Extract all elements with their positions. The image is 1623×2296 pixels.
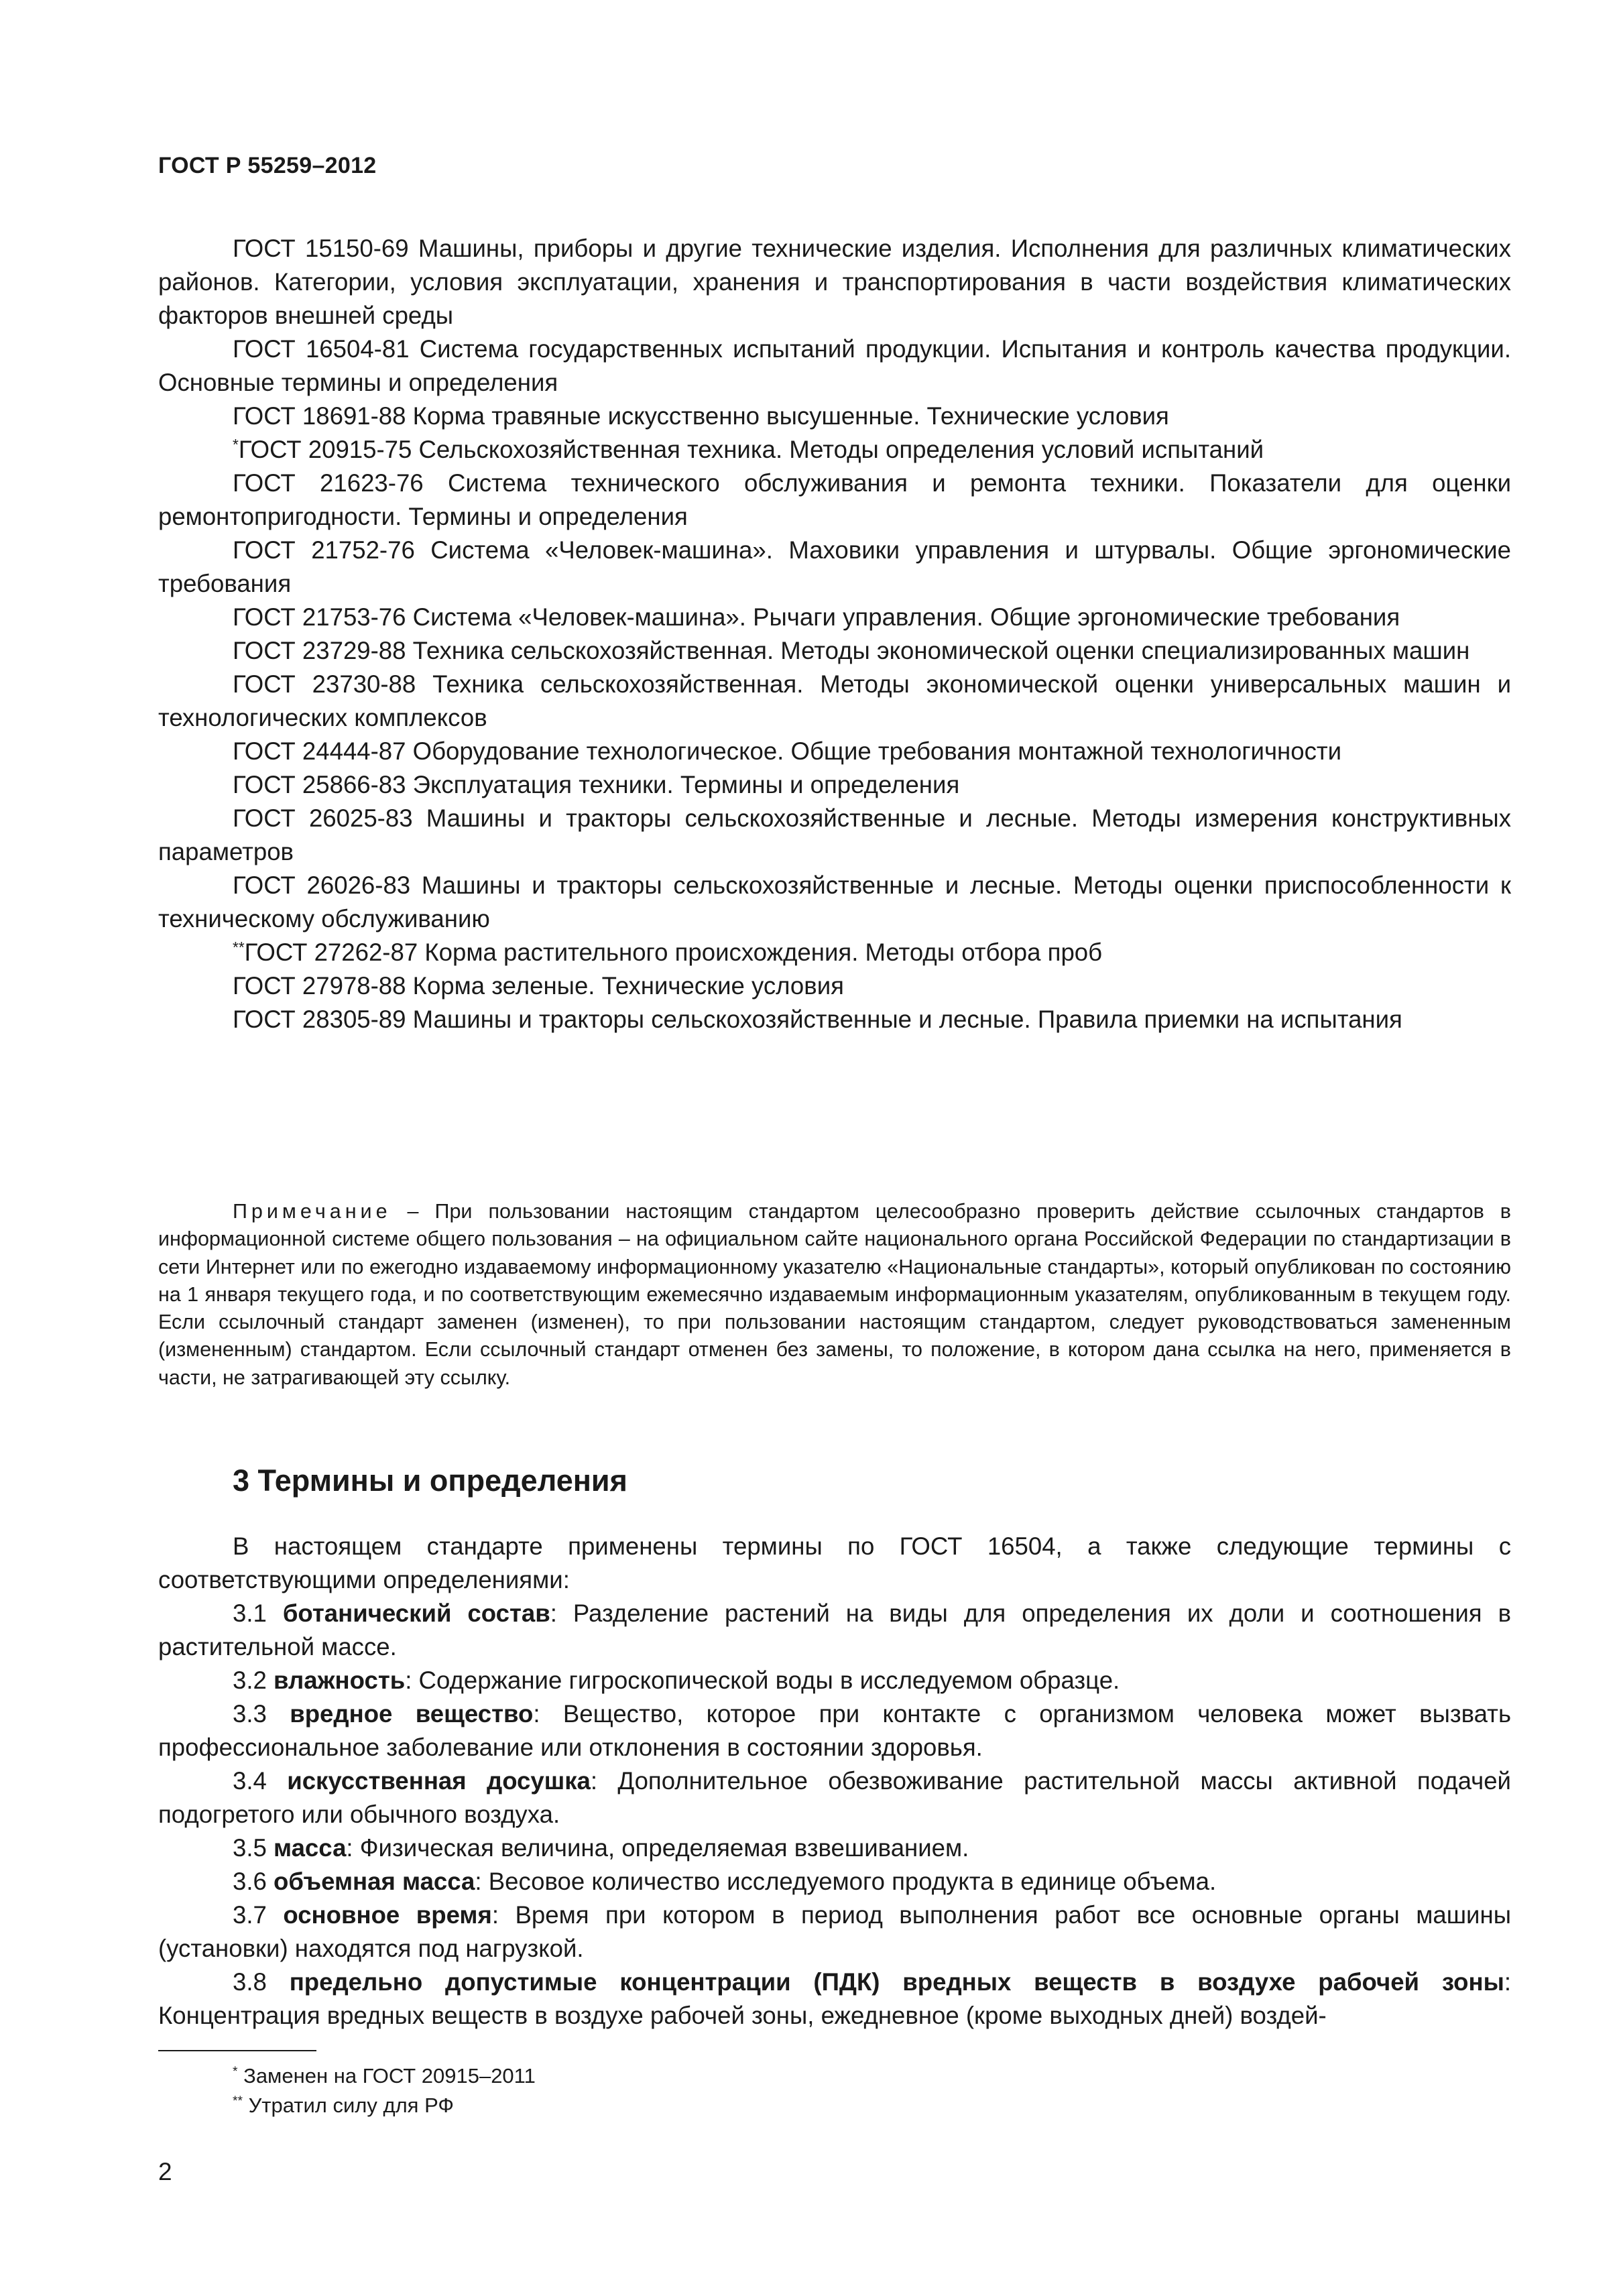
term-entry: [158, 1664, 1511, 1697]
term-entry: [158, 1764, 1511, 1831]
footnote-text: Утратил силу для РФ: [242, 2094, 454, 2117]
footnote-text: Заменен на ГОСТ 20915–2011: [237, 2064, 536, 2088]
term-entry: [158, 1597, 1511, 1664]
term-name: объемная масса: [274, 1868, 475, 1895]
reference-item: [158, 1003, 1511, 1036]
term-definition: : Содержание гигроскопической воды в исследуемом образце.: [405, 1667, 1120, 1694]
term-name: основное время: [283, 1901, 492, 1929]
footnotes: [233, 2061, 536, 2120]
note-paragraph: [158, 1198, 1511, 1392]
note-block: [158, 1198, 1511, 1392]
reference-text: ГОСТ 21753-76 Система «Человек-машина». Рычаги управления. Общие эргономические требования: [233, 603, 1400, 631]
footnote-separator: [158, 2050, 316, 2051]
reference-item: [158, 333, 1511, 400]
footnote-item: [233, 2061, 536, 2091]
term-definition: : Физическая величина, определяемая взвешиванием.: [346, 1834, 969, 1862]
term-definition: : Время при котором в период выполнения работ все основные органы машины (установки) находятся под нагрузкой.: [158, 1901, 1511, 1962]
reference-item: [158, 433, 1511, 467]
reference-text: ГОСТ 27978-88 Корма зеленые. Технические условия: [233, 972, 844, 1000]
section-heading: 3 Термины и определения: [233, 1463, 627, 1498]
reference-text: ГОСТ 21623-76 Система технического обслуживания и ремонта техники. Показатели для оценки ремонтопригодности. Термины и определения: [158, 469, 1511, 530]
footnote-marker: **: [233, 2094, 243, 2109]
reference-text: ГОСТ 16504-81 Система государственных испытаний продукции. Испытания и контроль качества продукции. Основные термины и определения: [158, 335, 1511, 396]
term-number: 3.6: [233, 1868, 274, 1895]
reference-item: [158, 735, 1511, 768]
reference-item: [158, 802, 1511, 869]
reference-item: [158, 634, 1511, 668]
term-entry: [158, 1831, 1511, 1865]
term-entry: [158, 1697, 1511, 1764]
terms-intro: В настоящем стандарте применены термины по ГОСТ 16504, а также следующие термины с соответствующими определениями:: [158, 1532, 1511, 1593]
reference-text: ГОСТ 21752-76 Система «Человек-машина». Маховики управления и штурвалы. Общие эргономические требования: [158, 536, 1511, 597]
term-entry: [158, 1966, 1511, 2033]
reference-item: [158, 534, 1511, 601]
reference-text: ГОСТ 26026-83 Машины и тракторы сельскохозяйственные и лесные. Методы оценки приспособленности к техническому обслуживанию: [158, 871, 1511, 932]
term-definition: : Вещество, которое при контакте с организмом человека может вызвать профессиональное заболевание или отклонения в состоянии здоровья.: [158, 1700, 1511, 1761]
reference-marker: **: [233, 938, 245, 956]
term-name: влажность: [274, 1667, 406, 1694]
reference-text: ГОСТ 28305-89 Машины и тракторы сельскохозяйственные и лесные. Правила приемки на испытания: [233, 1006, 1402, 1033]
reference-item: [158, 668, 1511, 735]
footnote-item: [233, 2091, 536, 2120]
reference-text: ГОСТ 27262-87 Корма растительного происхождения. Методы отбора проб: [244, 939, 1103, 966]
reference-item: [158, 936, 1511, 969]
reference-item: [158, 869, 1511, 936]
reference-text: ГОСТ 25866-83 Эксплуатация техники. Термины и определения: [233, 771, 960, 798]
reference-text: ГОСТ 24444-87 Оборудование технологическое. Общие требования монтажной технологичности: [233, 737, 1342, 765]
reference-item: [158, 601, 1511, 634]
reference-item: [158, 768, 1511, 802]
term-name: вредное вещество: [290, 1700, 534, 1728]
term-definition: : Концентрация вредных веществ в воздухе рабочей зоны, ежедневное (кроме выходных дней) воздей-: [158, 1968, 1511, 2029]
reference-item: [158, 467, 1511, 534]
term-number: 3.2: [233, 1667, 274, 1694]
term-number: 3.4: [233, 1767, 288, 1795]
footnote-marker: *: [233, 2065, 238, 2079]
reference-item: [158, 400, 1511, 433]
reference-text: ГОСТ 23729-88 Техника сельскохозяйственная. Методы экономической оценки специализированных машин: [233, 637, 1470, 664]
normative-references: [158, 232, 1511, 1036]
reference-text: ГОСТ 15150-69 Машины, приборы и другие технические изделия. Исполнения для различных климатических районов. Категории, условия эксплуатации, хранения и транспортирования в части воздействия климатических факторов внешней среды: [158, 235, 1511, 329]
reference-item: [158, 969, 1511, 1003]
terms-section: [158, 1530, 1511, 2033]
reference-text: ГОСТ 20915-75 Сельскохозяйственная техника. Методы определения условий испытаний: [238, 436, 1264, 463]
term-name: предельно допустимые концентрации (ПДК) вредных веществ в воздухе рабочей зоны: [289, 1968, 1504, 1996]
term-name: искусственная досушка: [287, 1767, 591, 1795]
term-number: 3.1: [233, 1599, 283, 1627]
reference-text: ГОСТ 23730-88 Техника сельскохозяйственная. Методы экономической оценки универсальных машин и технологических комплексов: [158, 670, 1511, 731]
reference-marker: *: [233, 435, 239, 453]
page-number: 2: [158, 2158, 172, 2185]
term-number: 3.8: [233, 1968, 290, 1996]
term-name: ботанический состав: [282, 1599, 550, 1627]
reference-text: ГОСТ 18691-88 Корма травяные искусственно высушенные. Технические условия: [233, 402, 1169, 430]
term-definition: : Разделение растений на виды для определения их доли и соотношения в растительной массе.: [158, 1599, 1511, 1660]
term-entry: [158, 1898, 1511, 1966]
term-definition: : Весовое количество исследуемого продукта в единице объема.: [475, 1868, 1217, 1895]
term-definition: : Дополнительное обезвоживание растительной массы активной подачей подогретого или обычного воздуха.: [158, 1767, 1511, 1828]
term-number: 3.3: [233, 1700, 290, 1728]
reference-item: [158, 232, 1511, 333]
term-number: 3.5: [233, 1834, 274, 1862]
note-text: – При пользовании настоящим стандартом целесообразно проверить действие ссылочных стандартов в информационной системе общего пользования – на официальном сайте национального органа Российской Федерации по стандартизации в сети Интернет или по ежегодно издаваемому информационному указателю «Национальные стандарты», который опубликован по состоянию на 1 января текущего года, и по соответствующим ежемесячно издаваемым информационным указателям, опубликованным в текущем году. Если ссылочный стандарт заменен (изменен), то при пользовании настоящим стандартом, следует руководствоваться замененным (измененным) стандартом. Если ссылочный стандарт отменен без замены, то положение, в котором дана ссылка на него, применяется в части, не затрагивающей эту ссылку.: [158, 1200, 1511, 1389]
document-header: ГОСТ Р 55259–2012: [158, 153, 377, 178]
term-number: 3.7: [233, 1901, 284, 1929]
term-name: масса: [274, 1834, 347, 1862]
note-label: Примечание: [233, 1200, 392, 1223]
reference-text: ГОСТ 26025-83 Машины и тракторы сельскохозяйственные и лесные. Методы измерения конструктивных параметров: [158, 804, 1511, 865]
term-entry: [158, 1865, 1511, 1898]
